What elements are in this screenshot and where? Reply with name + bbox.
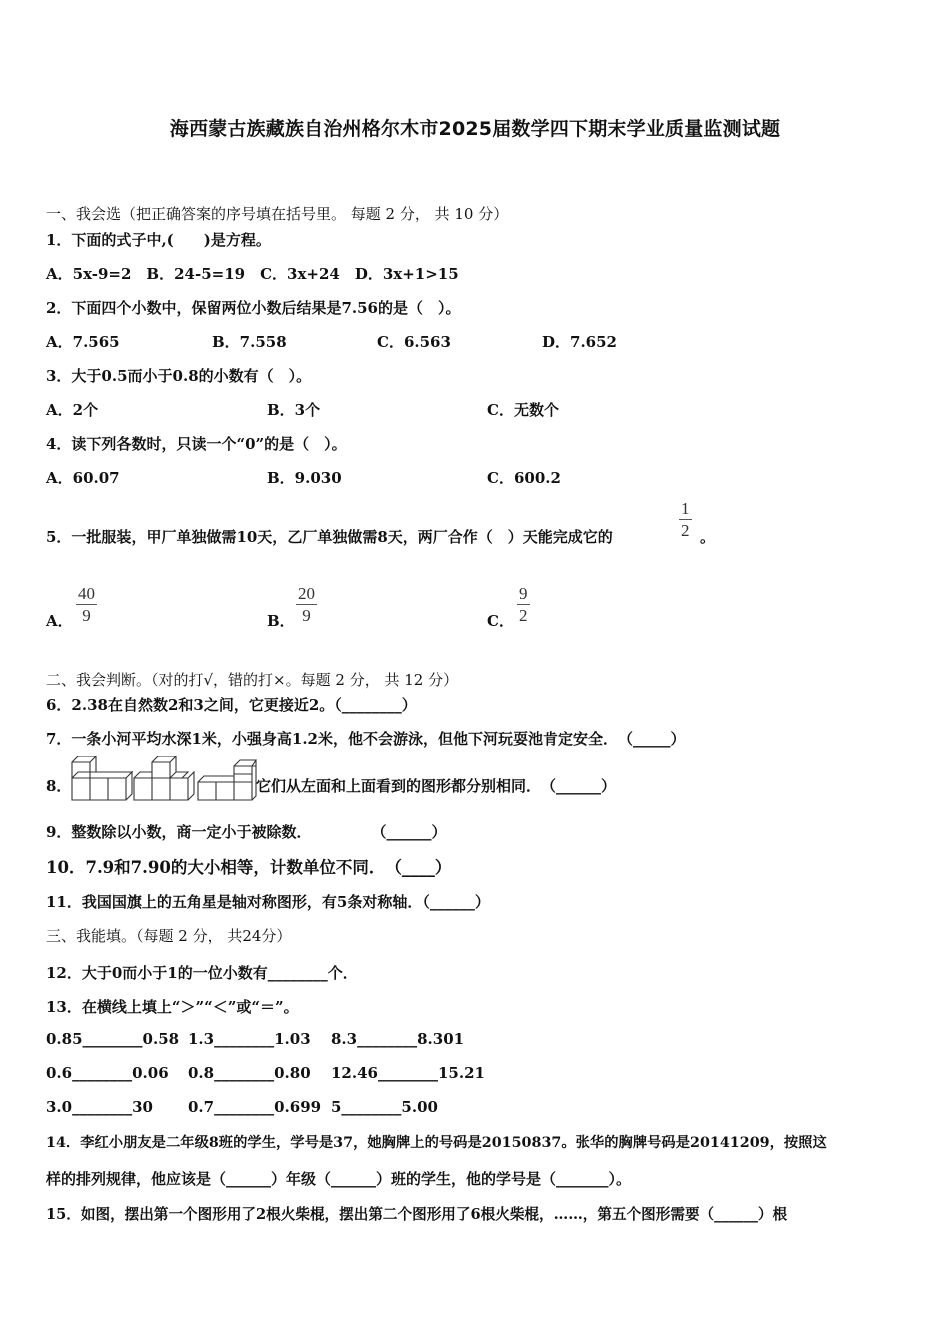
cube-figure-3 <box>198 760 256 800</box>
question-1-options: A．5x-9=2 B．24-5=19 C．3x+24 D．3x+1>15 <box>46 265 459 283</box>
question-5-option-b: B． <box>267 612 295 630</box>
question-3-option-a: A．2个 <box>46 401 99 419</box>
question-3-option-c: C．无数个 <box>487 401 559 419</box>
question-6: 6．2.38在自然数2和3之间，它更接近2。（________） <box>46 696 417 714</box>
question-4-stem: 4．读下列各数时，只读一个“0”的是（ ）。 <box>46 435 347 453</box>
question-2-option-b: B．7.558 <box>212 333 287 351</box>
question-2-option-c: C．6.563 <box>377 333 451 351</box>
question-5-option-c: C． <box>487 612 514 630</box>
question-4-option-c: C．600.2 <box>487 469 561 487</box>
question-2-option-d: D．7.652 <box>542 333 617 351</box>
question-13-item: 0.8________0.80 <box>188 1064 311 1082</box>
question-8-number: 8． <box>46 777 72 795</box>
question-11: 11．我国国旗上的五角星是轴对称图形，有5条对称轴．（______） <box>46 893 490 911</box>
question-5-option-a-fraction: 40 9 <box>78 584 95 625</box>
question-4-option-b: B．9.030 <box>267 469 342 487</box>
page-title: 海西蒙古族藏族自治州格尔木市2025届数学四下期末学业质量监测试题 <box>169 118 781 140</box>
question-5-option-c-fraction: 9 2 <box>519 584 528 625</box>
cube-figures <box>70 756 260 802</box>
question-3-stem: 3．大于0.5而小于0.8的小数有（ ）。 <box>46 367 312 385</box>
question-14-line-2: 样的排列规律，他应该是（______）年级（______）班的学生，他的学号是（_______）。 <box>46 1170 632 1188</box>
section-3-heading: 三、我能填。（每题 2 分， 共24分） <box>46 927 292 945</box>
question-5-stem-end: 。 <box>700 528 716 546</box>
section-1-heading: 一、我会选（把正确答案的序号填在括号里。 每题 2 分， 共 10 分） <box>46 205 509 223</box>
question-5-option-b-fraction: 20 9 <box>298 584 315 625</box>
question-13-item: 5________5.00 <box>331 1098 438 1116</box>
cube-figure-2 <box>134 756 194 800</box>
question-12: 12．大于0而小于1的一位小数有________个． <box>46 964 358 982</box>
question-2-stem: 2．下面四个小数中，保留两位小数后结果是7.56的是（ ）。 <box>46 299 461 317</box>
question-15: 15．如图，摆出第一个图形用了2根火柴棍，摆出第二个图形用了6根火柴棍，……，第五个图形需要（______）根 <box>46 1206 788 1223</box>
section-2-heading: 二、我会判断。（对的打√，错的打×。每题 2 分， 共 12 分） <box>46 671 459 689</box>
question-13-item: 8.3________8.301 <box>331 1030 465 1048</box>
question-13-stem: 13．在横线上填上“＞”“＜”或“＝”。 <box>46 998 299 1016</box>
question-13-item: 0.7________0.699 <box>188 1098 322 1116</box>
question-13-item: 3.0________30 <box>46 1098 153 1116</box>
cube-figure-1 <box>72 756 132 800</box>
question-5-stem: 5．一批服装，甲厂单独做需10天，乙厂单独做需8天，两厂合作（ ）天能完成它的 <box>46 528 613 546</box>
question-13-item: 1.3________1.03 <box>188 1030 311 1048</box>
question-4-option-a: A．60.07 <box>46 469 120 487</box>
question-3-option-b: B．3个 <box>267 401 321 419</box>
question-5-stem-fraction: 1 2 <box>681 499 690 540</box>
question-13-item: 0.85________0.58 <box>46 1030 180 1048</box>
question-2-option-a: A．7.565 <box>46 333 120 351</box>
question-13-item: 0.6________0.06 <box>46 1064 169 1082</box>
question-10: 10．7.9和7.90的大小相等，计数单位不同． （____） <box>46 858 452 877</box>
question-8-text: 它们从左面和上面看到的图形都分别相同． （______） <box>256 777 617 795</box>
question-9: 9．整数除以小数，商一定小于被除数． （______） <box>46 823 447 841</box>
question-5-option-a: A． <box>46 612 73 630</box>
question-14-line-1: 14．李红小朋友是二年级8班的学生，学号是37，她胸牌上的号码是20150837。张华的胸牌号码是20141209，按照这 <box>46 1135 827 1151</box>
question-1-stem: 1．下面的式子中,( )是方程。 <box>46 231 271 249</box>
question-13-item: 12.46________15.21 <box>331 1064 485 1082</box>
question-7: 7．一条小河平均水深1米，小强身高1.2米，他不会游泳，但他下河玩耍池肯定安全． （_____） <box>46 730 686 748</box>
